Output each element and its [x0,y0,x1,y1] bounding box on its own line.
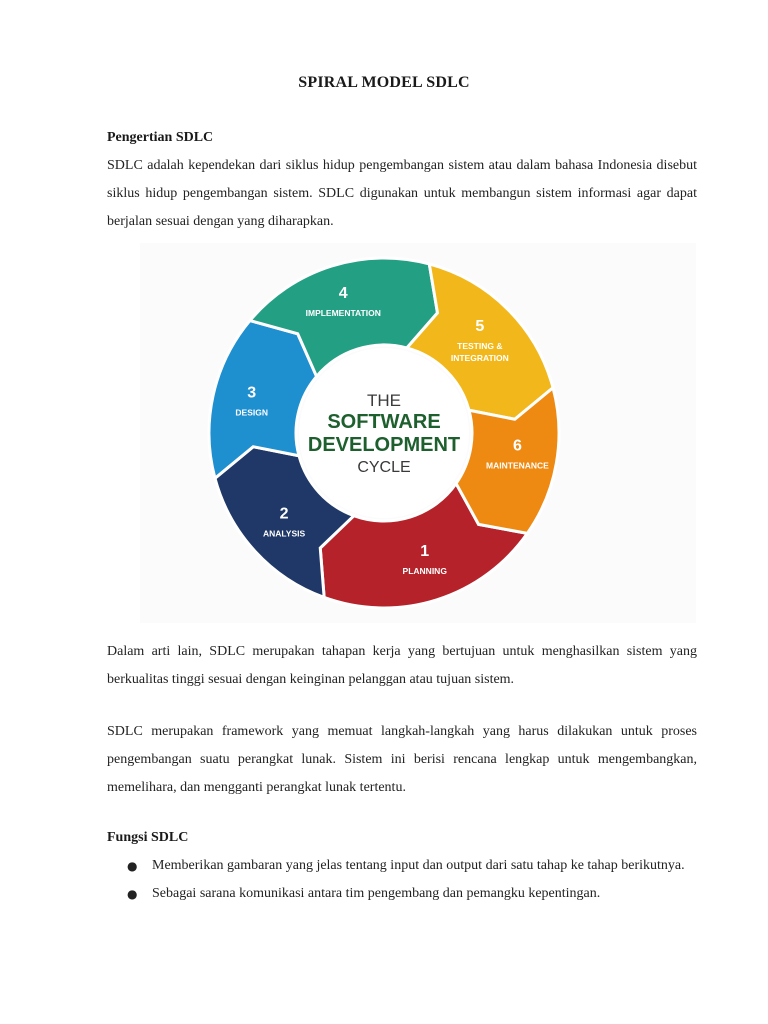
section-heading-pengertian: Pengertian SDLC [107,130,214,145]
paragraph-pengertian: SDLC adalah kependekan dari siklus hidup pengembangan sistem atau dalam bahasa Indonesia disebut siklus hidup pengembangan sistem. SDLC digunakan untuk membangun sistem informasi agar dapat berjalan sesuai dengan yang diharapkan. [107,158,697,229]
bullet-icon: ● [127,887,138,901]
fungsi-bullet-list [107,852,697,908]
center-text-cycle: CYCLE [357,459,411,476]
segment-label-1: PLANNING [402,566,447,577]
bullet-icon: ● [127,859,138,873]
segment-label-2: ANALYSIS [262,528,306,539]
center-circle [299,348,469,518]
segment-label-6: MAINTENANCE [486,460,549,471]
segment-number-1: 1 [420,543,430,561]
sdlc-cycle-diagram [140,243,696,623]
segment-label-4: IMPLEMENTATION [305,307,381,318]
segment-number-6: 6 [512,437,522,455]
center-text-development: DEVELOPMENT [307,434,461,456]
bullet-item [107,880,697,908]
segment-label2-5: INTEGRATION [450,353,509,364]
segment-number-3: 3 [247,384,257,402]
bullet-text: Sebagai sarana komunikasi antara tim pengembang dan pemangku kepentingan. [152,886,601,901]
segment-number-5: 5 [475,318,485,336]
segment-label-3: DESIGN [235,407,269,418]
segment-number-2: 2 [279,505,289,523]
paragraph-arti-lain: Dalam arti lain, SDLC merupakan tahapan kerja yang bertujuan untuk menghasilkan sistem yang berkualitas tinggi sesuai dengan keinginan pelanggan atau tujuan sistem. [107,644,697,687]
center-text-software: SOFTWARE [327,411,441,433]
center-text-the: THE [367,391,401,410]
section-heading-fungsi: Fungsi SDLC [107,830,189,845]
sdlc-cycle-svg [140,243,696,623]
paragraph-framework: SDLC merupakan framework yang memuat langkah-langkah yang harus dilakukan untuk proses pengembangan suatu perangkat lunak. Sistem ini berisi rencana lengkap untuk mengembangkan, memelihara, dan mengganti perangkat lunak tertentu. [107,724,697,795]
segment-number-4: 4 [338,284,348,302]
bullet-item [107,852,697,880]
segment-label-5: TESTING & [457,341,503,352]
document-title: SPIRAL MODEL SDLC [298,74,470,91]
bullet-text: Memberikan gambaran yang jelas tentang input dan output dari satu tahap ke tahap berikutnya. [152,858,685,873]
